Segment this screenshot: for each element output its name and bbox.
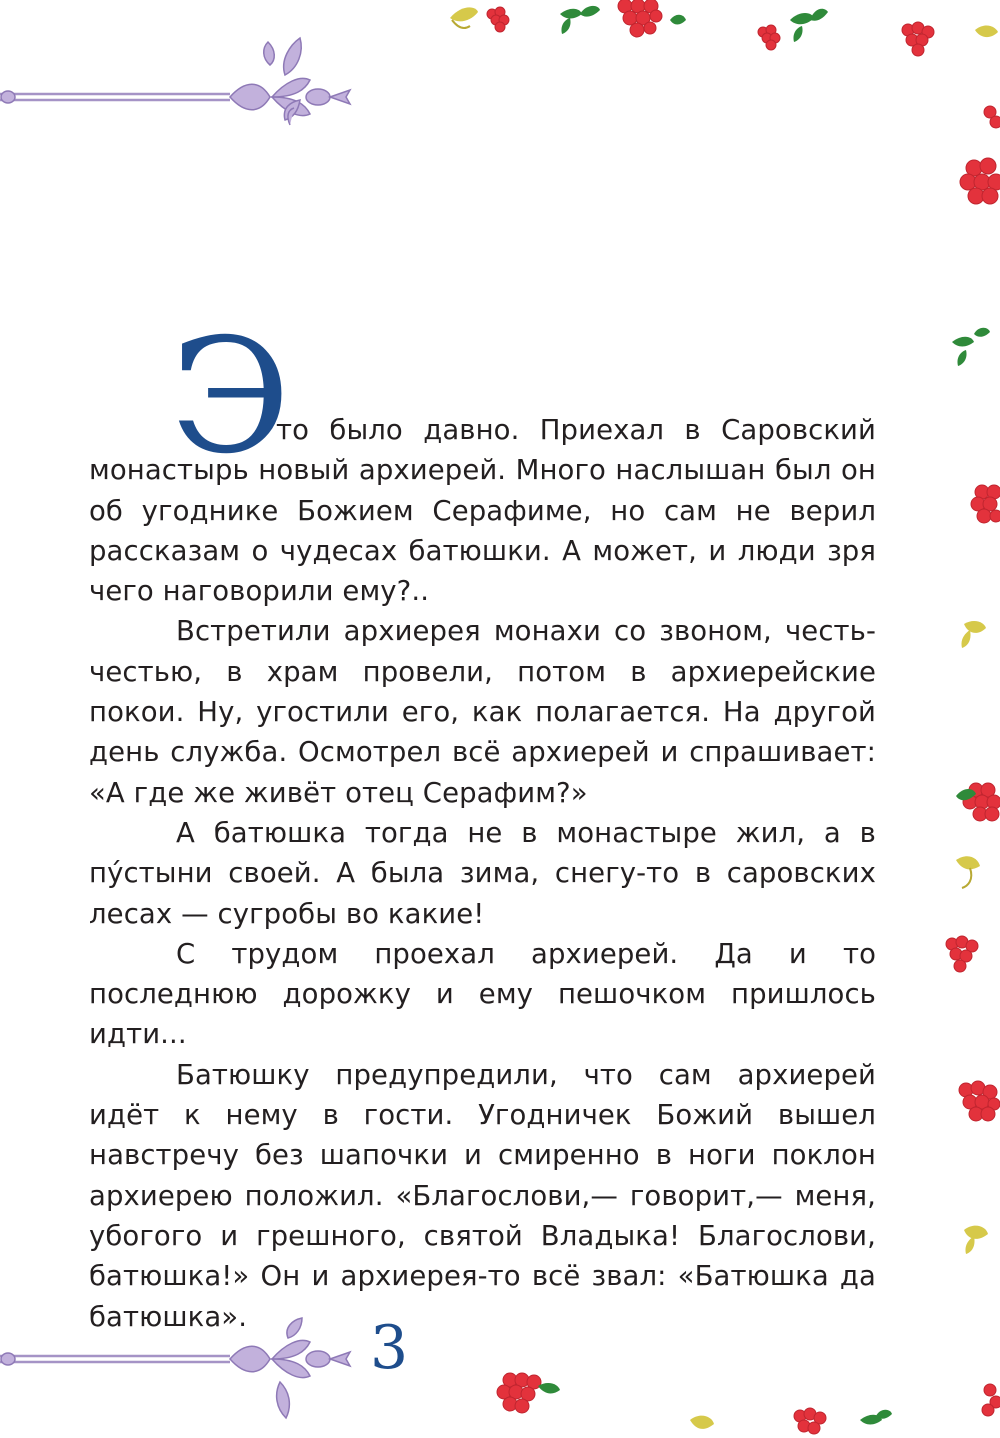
paragraph: С трудом проехал архиерей. Да и то последнюю дорожку и ему пешочком пришлось идти... xyxy=(89,937,876,1051)
raspberry-icon xyxy=(946,936,978,972)
raspberry-icon xyxy=(963,783,1000,821)
top-floral-ornament-icon xyxy=(0,20,360,130)
paragraph: Батюшку предупредили, что сам архиерей идёт к нему в гости. Угодничек Божий вышел навстречу без шапочки и смиренно в ноги поклон архиерею положил. «Благослови,— говорит,— меня, убогого и грешного, святой Владыка! Благослови, батюшка!» Он и архиерея-то всё звал: «Батюшка да батюшка». xyxy=(89,1058,876,1333)
raspberry-icon xyxy=(794,1408,826,1434)
drop-cap: Э xyxy=(170,305,291,489)
raspberry-icon xyxy=(959,1081,1000,1121)
leaf-icon xyxy=(952,328,990,366)
leaf-icon xyxy=(670,15,686,25)
paragraph xyxy=(89,410,876,611)
raspberry-icon xyxy=(618,0,662,37)
raspberry-icon xyxy=(497,1373,541,1413)
first-line: то было давно. Приехал в Саровский xyxy=(276,414,876,446)
leaf-icon xyxy=(560,6,600,34)
paragraph: А батюшка тогда не в монастыре жил, а в пу́стыни своей. А была зима, снегу-то в саровских лесах — сугробы во какие! xyxy=(89,816,876,930)
leaf-icon xyxy=(961,621,986,648)
raspberry-icon xyxy=(902,22,934,56)
leaf-icon xyxy=(790,9,828,42)
leaf-icon xyxy=(956,856,980,888)
page-number: 3 xyxy=(370,1313,409,1383)
leaf-icon xyxy=(975,26,998,38)
right-berry-border-icon xyxy=(940,90,1000,1290)
paragraph-1-text: монастырь новый архиерей. Много наслышан был он об угоднике Божием Серафиме, но сам не верил рассказам о чудесах батюшки. А может, и люди зря чего наговорили ему?.. xyxy=(89,454,876,608)
raspberry-icon xyxy=(487,7,509,32)
raspberry-icon xyxy=(982,1384,1000,1416)
top-berry-border-icon xyxy=(430,0,1000,70)
raspberry-icon xyxy=(960,158,1000,204)
leaf-icon xyxy=(538,1383,560,1393)
leaf-icon xyxy=(690,1416,714,1429)
leaf-icon xyxy=(860,1410,892,1425)
paragraph: Встретили архиерея монахи со звоном, честь-честью, в храм провели, потом в архиерейские покои. Ну, угостили его, как полагается. На другой день служба. Осмотрел всё архиерей и спрашивает: «А где же живёт отец Серафим?» xyxy=(89,615,876,809)
raspberry-icon xyxy=(758,25,780,50)
raspberry-icon xyxy=(984,106,1000,128)
body-text xyxy=(89,410,876,1337)
leaf-icon xyxy=(450,7,478,28)
bottom-berry-border-icon xyxy=(480,1360,1000,1438)
leaf-icon xyxy=(964,1226,988,1254)
raspberry-icon xyxy=(971,485,1000,523)
